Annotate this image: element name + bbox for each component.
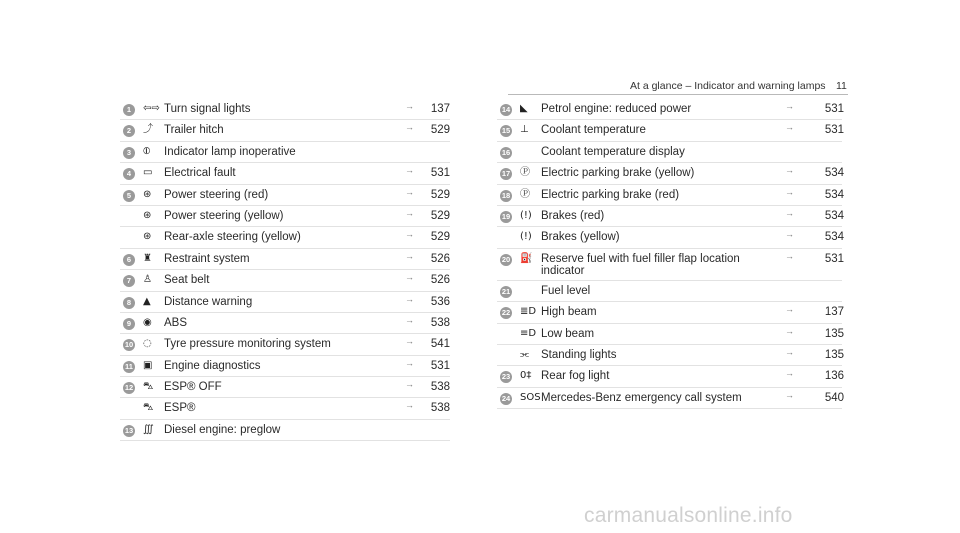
- indicator-lamp-icon: ▣: [143, 359, 153, 371]
- lamp-row: [497, 388, 842, 409]
- item-number-badge: 13: [124, 425, 134, 435]
- lamp-label: Low beam: [541, 327, 595, 340]
- page-reference-link[interactable]: 529: [430, 209, 450, 222]
- lamp-row: [497, 99, 842, 120]
- page-header-title: At a glance – Indicator and warning lamps: [630, 80, 826, 92]
- item-number-badge: 19: [501, 211, 511, 221]
- page-reference-link[interactable]: 534: [824, 209, 844, 222]
- lamp-row: [120, 377, 450, 398]
- lamp-label: Rear fog light: [541, 370, 610, 383]
- lamp-row: [497, 249, 842, 281]
- indicator-lamp-icon: ▭: [143, 167, 153, 179]
- indicator-lamp-icon: (!): [520, 209, 532, 221]
- item-number-badge: 16: [501, 147, 511, 157]
- page-reference-arrow-icon: →: [785, 304, 794, 315]
- item-number-badge: 10: [124, 340, 134, 350]
- indicator-lamp-icon: ≡D: [520, 327, 537, 339]
- lamp-row: [497, 142, 842, 163]
- lamp-row: [120, 227, 450, 248]
- lamp-row: [120, 249, 450, 270]
- lamp-label: ESP®: [164, 402, 196, 415]
- page-reference-arrow-icon: →: [785, 368, 794, 379]
- indicator-lamp-icon: ⛍: [143, 402, 154, 414]
- page-reference-link[interactable]: 529: [430, 188, 450, 201]
- lamp-label: ABS: [164, 316, 188, 329]
- item-number-badge: 21: [501, 286, 511, 296]
- page-reference-arrow-icon: →: [405, 357, 414, 368]
- lamp-row: [120, 420, 450, 441]
- indicator-lamp-icon: ♜: [143, 252, 152, 264]
- lamp-label: Diesel engine: preglow: [164, 423, 281, 436]
- page-reference-link[interactable]: 531: [824, 124, 844, 137]
- page-reference-arrow-icon: →: [785, 207, 794, 218]
- page-reference-arrow-icon: →: [785, 325, 794, 336]
- indicator-lamp-icon: ⫘: [520, 348, 529, 360]
- indicator-lamp-icon: ⊛: [143, 209, 152, 221]
- item-number-badge: 18: [501, 190, 511, 200]
- lamp-row: [497, 227, 842, 248]
- item-number-badge: 9: [123, 318, 135, 330]
- page-reference-arrow-icon: →: [785, 346, 794, 357]
- page-reference-link[interactable]: 538: [430, 402, 450, 415]
- indicator-lamp-icon: ⊥: [520, 124, 529, 136]
- item-number-badge: 7: [123, 275, 135, 287]
- page-reference-link[interactable]: 531: [824, 252, 844, 265]
- page-reference-link[interactable]: 538: [430, 316, 450, 329]
- lamp-label: Brakes (red): [541, 209, 605, 222]
- lamp-row: [497, 345, 842, 366]
- page-reference-link[interactable]: 135: [824, 327, 844, 340]
- lamp-row: [497, 324, 842, 345]
- item-number-badge: 4: [123, 168, 135, 180]
- page-reference-link[interactable]: 540: [824, 391, 844, 404]
- page-reference-arrow-icon: →: [405, 229, 414, 240]
- indicator-lamp-icon: ◣: [520, 103, 528, 114]
- page-reference-link[interactable]: 538: [430, 381, 450, 394]
- page-reference-link[interactable]: 529: [430, 124, 450, 137]
- lamp-label: Brakes (yellow): [541, 231, 620, 244]
- lamp-row: [120, 292, 450, 313]
- page-reference-arrow-icon: →: [785, 186, 794, 197]
- item-number-badge: 2: [123, 125, 135, 137]
- indicator-lamp-icon: ≣D: [520, 306, 537, 318]
- item-number-badge: 22: [501, 308, 511, 318]
- lamp-row: [120, 185, 450, 206]
- lamp-label: Standing lights: [541, 348, 617, 361]
- lamp-label: Tyre pressure monitoring system: [164, 338, 331, 351]
- item-number-badge: 15: [501, 126, 511, 136]
- header-rule: [508, 94, 848, 95]
- lamp-label: ESP® OFF: [164, 381, 222, 394]
- page-reference-arrow-icon: →: [405, 186, 414, 197]
- lamp-row: [497, 163, 842, 184]
- indicator-lamp-icon: ◌: [143, 338, 152, 350]
- indicator-lamp-icon: ♙: [143, 274, 152, 286]
- page-reference-arrow-icon: →: [785, 165, 794, 176]
- item-number-badge: 1: [123, 104, 135, 116]
- right-lamp-list: [497, 99, 842, 409]
- indicator-lamp-icon: ◉: [143, 316, 152, 328]
- indicator-lamp-icon: ∭: [143, 423, 154, 435]
- page-reference-link[interactable]: 531: [430, 167, 450, 180]
- indicator-lamp-icon: ⤴: [143, 124, 153, 136]
- page-reference-link[interactable]: 534: [824, 231, 844, 244]
- indicator-lamp-icon: ⊛: [143, 188, 152, 200]
- item-number-badge: 14: [501, 105, 511, 114]
- indicator-lamp-icon: SOS: [520, 391, 541, 403]
- lamp-row: [120, 270, 450, 291]
- item-number-badge: 5: [123, 190, 135, 202]
- page-reference-arrow-icon: →: [405, 122, 414, 133]
- page-reference-link[interactable]: 531: [824, 103, 844, 115]
- indicator-lamp-icon: ⊛: [143, 231, 152, 243]
- lamp-label: Reserve fuel with fuel filler flap location indicator: [541, 252, 740, 278]
- lamp-label: Indicator lamp inoperative: [164, 145, 296, 158]
- page-reference-link[interactable]: 529: [430, 231, 450, 244]
- page-reference-link[interactable]: 541: [430, 338, 450, 351]
- lamp-row: [120, 356, 450, 377]
- left-lamp-list: [120, 99, 450, 441]
- page-reference-arrow-icon: →: [405, 165, 414, 176]
- lamp-label: Petrol engine: reduced power: [541, 103, 692, 115]
- lamp-label: Coolant temperature: [541, 124, 646, 137]
- page-reference-arrow-icon: →: [785, 229, 794, 240]
- item-number-badge: 6: [123, 254, 135, 266]
- lamp-label: Distance warning: [164, 295, 253, 308]
- lamp-row: [120, 334, 450, 355]
- lamp-row: [497, 120, 842, 141]
- lamp-label: Fuel level: [541, 284, 591, 297]
- item-number-badge: 20: [501, 254, 511, 264]
- lamp-row: [120, 206, 450, 227]
- page-reference-link[interactable]: 536: [430, 295, 450, 308]
- lamp-row: [120, 120, 450, 141]
- indicator-lamp-icon: ⦶: [143, 145, 151, 157]
- item-number-badge: 8: [123, 297, 135, 309]
- lamp-row: [120, 163, 450, 184]
- page-reference-arrow-icon: →: [405, 379, 414, 390]
- page-reference-arrow-icon: →: [405, 336, 414, 347]
- watermark: carmanualsonline.info: [584, 504, 793, 527]
- lamp-row: [120, 313, 450, 334]
- lamp-label: Rear-axle steering (yellow): [164, 231, 301, 244]
- lamp-label: Restraint system: [164, 252, 250, 265]
- page-reference-link[interactable]: 137: [430, 103, 450, 115]
- lamp-label: Seat belt: [164, 274, 210, 287]
- item-number-badge: 17: [501, 169, 511, 179]
- page-reference-link[interactable]: 526: [430, 252, 450, 265]
- lamp-row: [497, 185, 842, 206]
- indicator-lamp-icon: (!): [520, 231, 532, 243]
- page-reference-arrow-icon: →: [785, 389, 794, 400]
- lamp-label: Electric parking brake (yellow): [541, 167, 695, 180]
- indicator-lamp-icon: ⛽: [520, 252, 533, 264]
- item-number-badge: 24: [501, 393, 511, 403]
- page-reference-arrow-icon: →: [405, 400, 414, 411]
- page-reference-arrow-icon: →: [405, 314, 414, 325]
- item-number-badge: 3: [123, 147, 135, 159]
- indicator-lamp-icon: ▲: [143, 295, 151, 307]
- page-reference-arrow-icon: →: [405, 272, 414, 283]
- page-reference-arrow-icon: →: [785, 122, 794, 133]
- lamp-label: Electrical fault: [164, 167, 236, 180]
- lamp-label: Mercedes-Benz emergency call system: [541, 391, 742, 404]
- lamp-row: [497, 302, 842, 323]
- indicator-lamp-icon: ⛍: [143, 381, 154, 393]
- indicator-lamp-icon: Ⓟ: [520, 188, 530, 200]
- page-reference-link[interactable]: 137: [824, 306, 844, 319]
- lamp-label: Electric parking brake (red): [541, 188, 680, 201]
- lamp-row: [497, 281, 842, 302]
- page-reference-link[interactable]: 136: [824, 370, 844, 383]
- page-reference-arrow-icon: →: [405, 101, 414, 111]
- indicator-lamp-icon: 0‡: [520, 370, 532, 382]
- page-reference-arrow-icon: →: [405, 293, 414, 304]
- item-number-badge: 11: [123, 361, 135, 373]
- lamp-label: Power steering (yellow): [164, 209, 284, 222]
- lamp-label: High beam: [541, 306, 597, 319]
- page-reference-arrow-icon: →: [405, 250, 414, 261]
- page-reference-arrow-icon: →: [405, 207, 414, 218]
- lamp-label: Engine diagnostics: [164, 359, 261, 372]
- lamp-row: [120, 398, 450, 419]
- lamp-label: Turn signal lights: [164, 103, 251, 115]
- lamp-row: [120, 142, 450, 163]
- lamp-label: Power steering (red): [164, 188, 269, 201]
- page-reference-arrow-icon: →: [785, 250, 794, 261]
- lamp-row: [497, 366, 842, 387]
- indicator-lamp-icon: ⇦⇨: [143, 103, 160, 114]
- lamp-label: Trailer hitch: [164, 124, 224, 137]
- page-reference-link[interactable]: 135: [824, 348, 844, 361]
- page-number: 11: [836, 80, 847, 92]
- indicator-lamp-icon: Ⓟ: [520, 167, 530, 179]
- lamp-row: [497, 206, 842, 227]
- page-reference-link[interactable]: 531: [430, 359, 450, 372]
- item-number-badge: 23: [501, 372, 511, 382]
- item-number-badge: 12: [124, 383, 134, 393]
- page-reference-link[interactable]: 526: [430, 274, 450, 287]
- page-reference-arrow-icon: →: [785, 101, 794, 111]
- lamp-label: Coolant temperature display: [541, 145, 685, 158]
- page-reference-link[interactable]: 534: [824, 167, 844, 180]
- lamp-row: [120, 99, 450, 120]
- page-reference-link[interactable]: 534: [824, 188, 844, 201]
